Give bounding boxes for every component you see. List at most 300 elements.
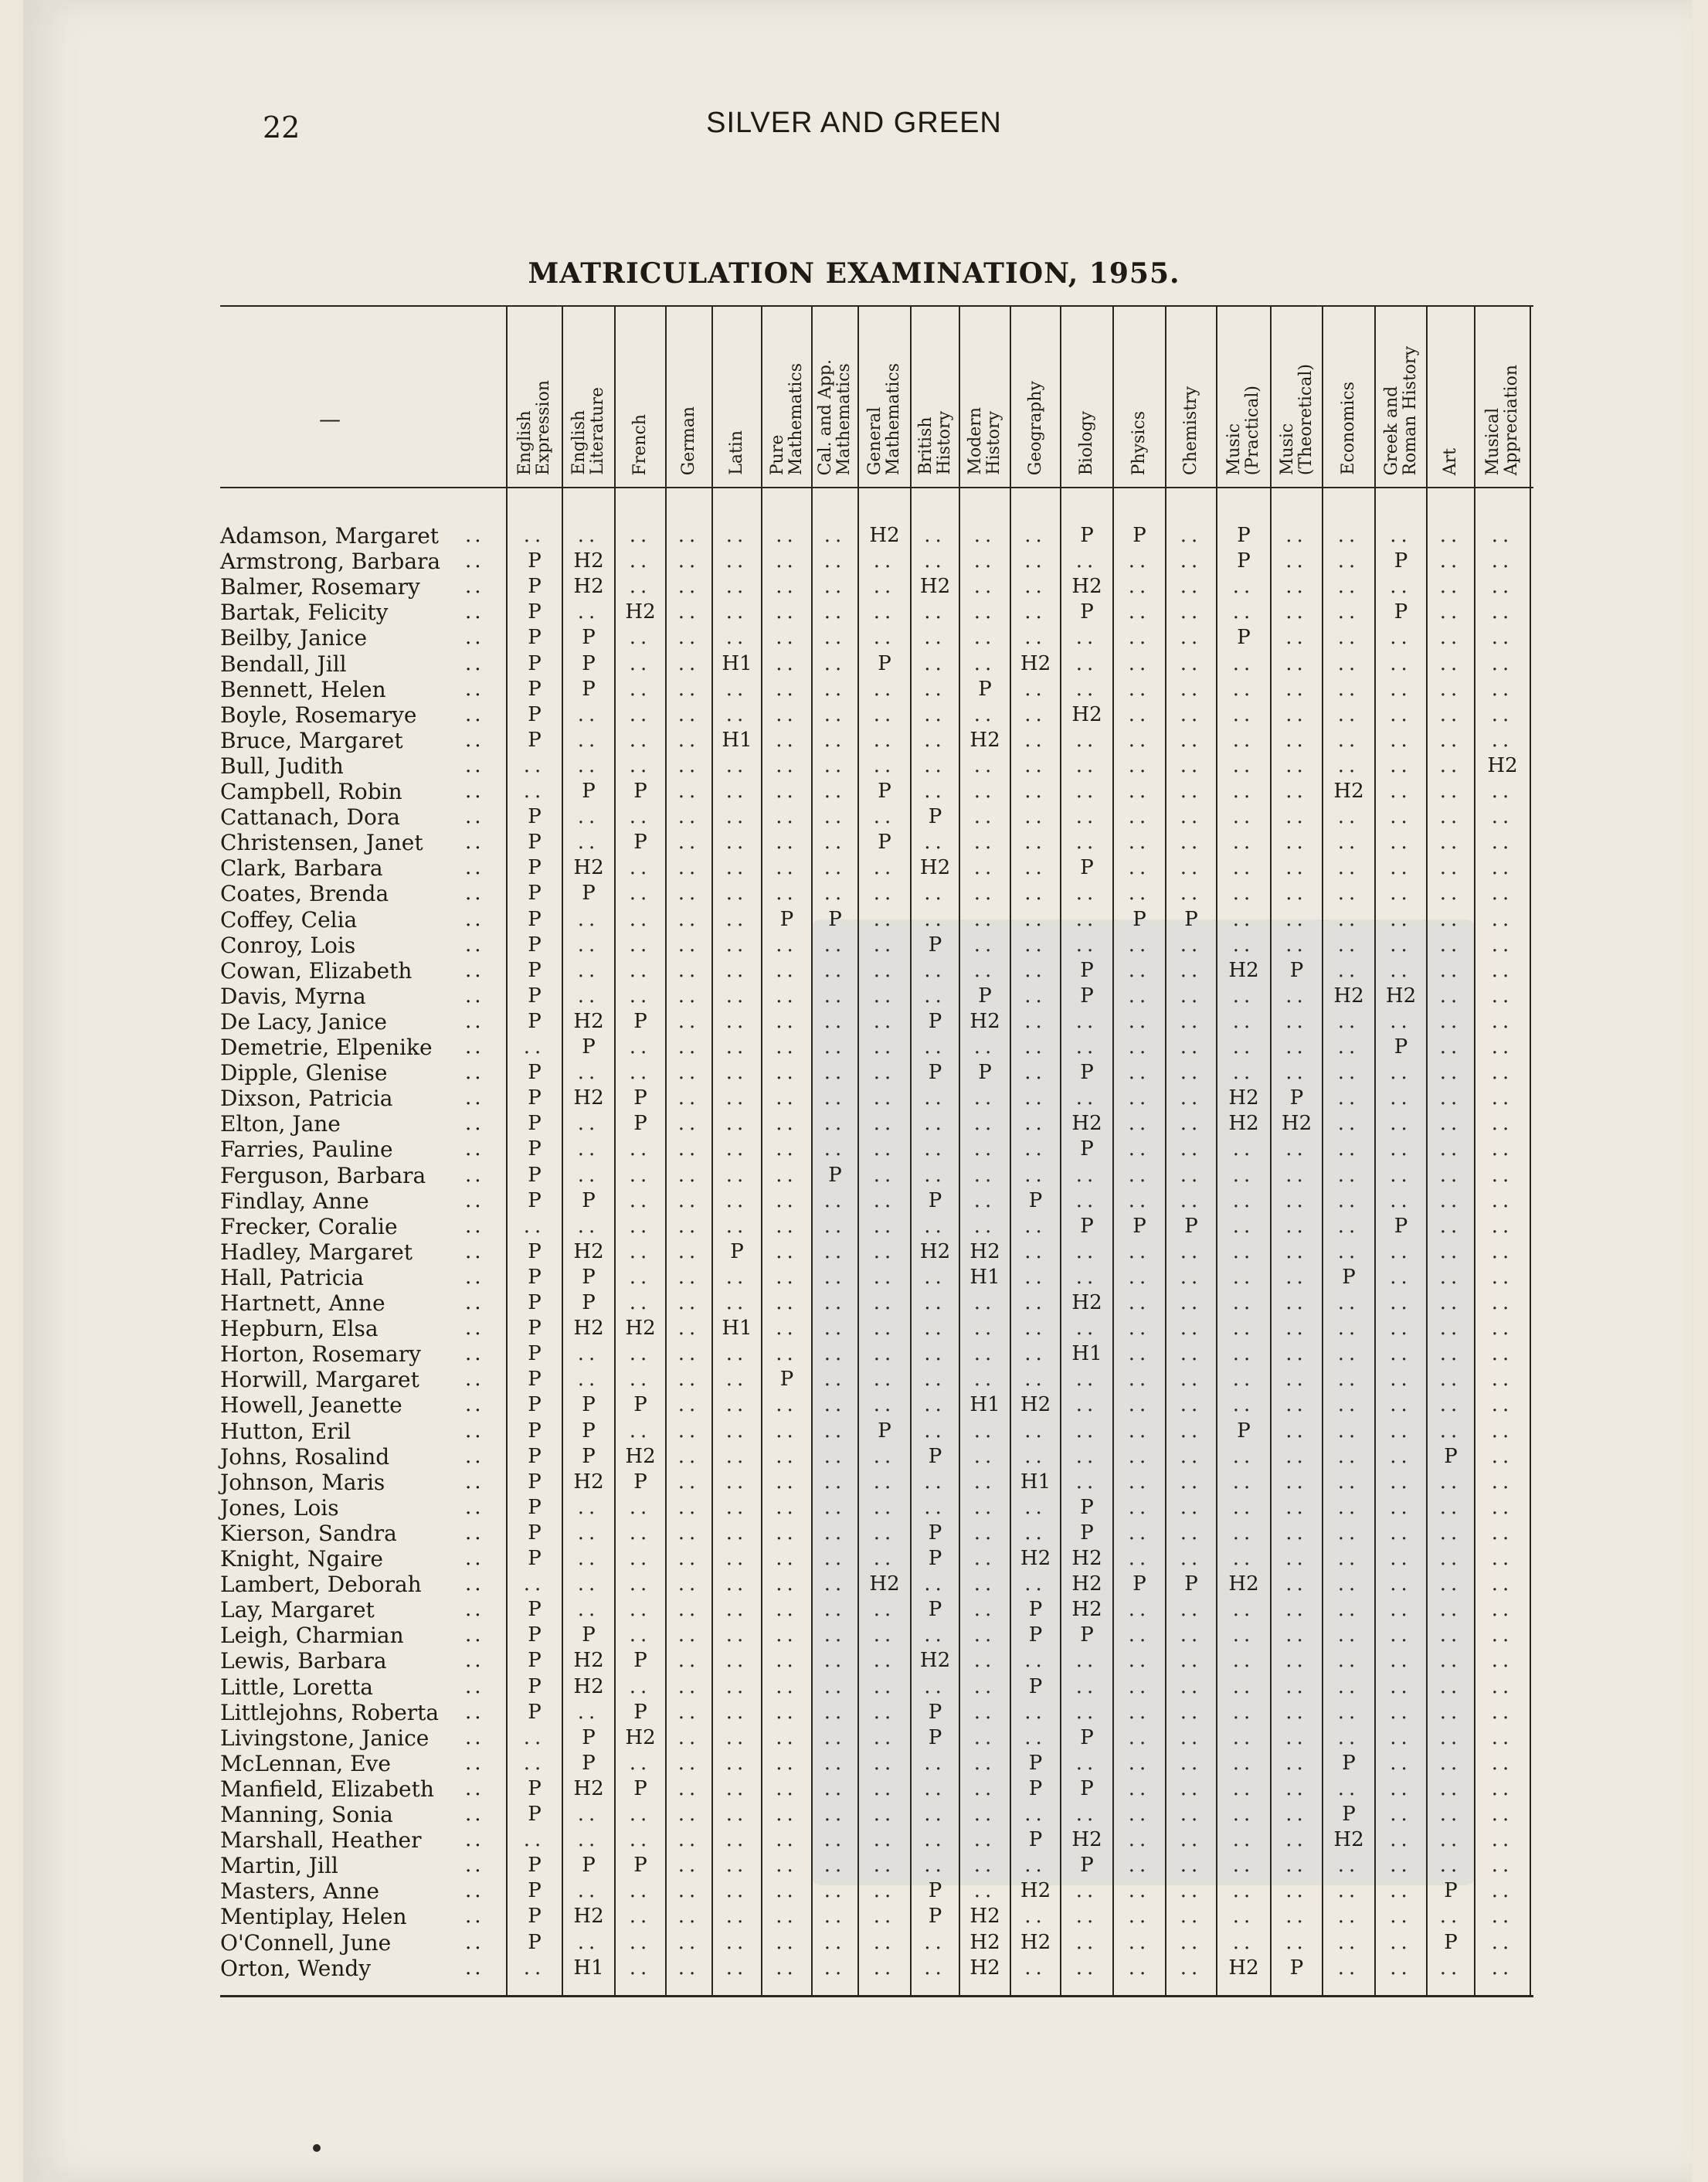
empty-mark: .. — [1285, 1675, 1308, 1698]
empty-mark: .. — [1075, 1317, 1098, 1340]
empty-mark: .. — [577, 1342, 600, 1365]
column-header-label: Latin — [727, 430, 746, 475]
empty-mark: .. — [873, 882, 896, 905]
grade-cell — [1475, 1751, 1530, 1776]
column-header-label: General Mathematics — [865, 362, 903, 475]
grade-cell — [713, 1009, 761, 1035]
grade-cell — [1323, 1392, 1374, 1418]
empty-mark: .. — [1285, 575, 1308, 598]
grade-cell — [1011, 1137, 1060, 1162]
empty-mark: .. — [1128, 1061, 1151, 1084]
grade-cell — [1114, 933, 1165, 958]
grade-cell — [1323, 1367, 1374, 1392]
grade-cell — [912, 753, 959, 779]
grade-cell — [1376, 779, 1426, 804]
grade-cell: P — [928, 933, 942, 957]
empty-mark: .. — [873, 1086, 896, 1110]
grade-cell — [1475, 1419, 1530, 1444]
name-column-header: — — [319, 406, 341, 432]
empty-mark: .. — [1285, 933, 1308, 957]
grade-cell — [1061, 651, 1112, 677]
grade-cell: H2 — [573, 1240, 604, 1263]
empty-mark: .. — [823, 831, 847, 854]
grade-cell: H2 — [1333, 984, 1364, 1008]
empty-mark: .. — [1390, 1137, 1412, 1161]
empty-mark: .. — [677, 729, 701, 752]
grade-cell — [1272, 1904, 1322, 1929]
grade-cell — [1428, 1597, 1474, 1623]
leader-dots: .. — [465, 1701, 484, 1724]
empty-mark: .. — [629, 1368, 652, 1391]
grade-cell — [1323, 1904, 1374, 1929]
grade-cell — [1166, 1470, 1216, 1495]
column-header-label: English Expression — [515, 379, 553, 475]
empty-mark: .. — [1232, 1931, 1255, 1954]
grade-cell: H2 — [1071, 703, 1102, 726]
grade-cell — [859, 958, 910, 984]
empty-mark: .. — [1232, 678, 1255, 701]
grade-cell — [1376, 1546, 1426, 1572]
grade-cell — [762, 1265, 811, 1290]
grade-cell: P — [528, 1547, 542, 1570]
empty-mark: .. — [677, 1240, 701, 1263]
grade-cell — [762, 523, 811, 549]
empty-mark: .. — [973, 856, 997, 879]
grade-cell: P — [582, 1189, 596, 1212]
grade-cell: P — [528, 1164, 542, 1187]
leader-dots: .. — [465, 1623, 484, 1647]
grade-cell — [1011, 1009, 1060, 1035]
grade-cell — [1061, 1163, 1112, 1188]
grade-cell — [1376, 1444, 1426, 1470]
grade-cell — [813, 1827, 857, 1853]
empty-mark: .. — [1439, 1470, 1462, 1494]
empty-mark: .. — [1491, 703, 1514, 726]
grade-cell: P — [1080, 600, 1094, 624]
column-header-label: Chemistry — [1181, 386, 1200, 475]
grade-cell — [813, 1495, 857, 1521]
grade-cell — [1272, 1546, 1322, 1572]
empty-mark: .. — [924, 1572, 946, 1596]
grade-cell — [563, 984, 614, 1009]
empty-mark: .. — [1390, 882, 1412, 905]
empty-mark: .. — [1337, 1777, 1360, 1800]
empty-mark: .. — [1128, 1752, 1151, 1775]
grade-cell — [1475, 1341, 1530, 1367]
empty-mark: .. — [1180, 1419, 1203, 1443]
grade-cell — [859, 728, 910, 753]
empty-mark: .. — [873, 1291, 896, 1314]
grade-cell: P — [928, 1879, 942, 1902]
grade-cell — [1217, 804, 1270, 830]
empty-mark: .. — [924, 1342, 946, 1365]
grade-cell — [667, 1802, 711, 1827]
grade-cell — [762, 1316, 811, 1341]
empty-mark: .. — [1337, 524, 1360, 547]
grade-cell — [1272, 1700, 1322, 1725]
empty-mark: .. — [873, 626, 896, 649]
grade-cell — [762, 1623, 811, 1648]
empty-mark: .. — [1337, 703, 1360, 726]
empty-mark: .. — [1337, 1598, 1360, 1621]
grade-cell: P — [528, 908, 542, 931]
empty-mark: .. — [1491, 729, 1514, 752]
empty-mark: .. — [1285, 908, 1308, 931]
empty-mark: .. — [1180, 882, 1203, 905]
grade-cell — [813, 1776, 857, 1802]
grade-cell — [1114, 702, 1165, 728]
grade-cell — [1323, 907, 1374, 933]
empty-mark: .. — [1337, 1649, 1360, 1672]
grade-cell — [508, 779, 562, 804]
empty-mark: .. — [629, 754, 652, 777]
empty-mark: .. — [523, 780, 546, 803]
table-bottom-rule — [220, 1995, 1533, 1997]
empty-mark: .. — [725, 1726, 749, 1749]
grade-cell — [1323, 1572, 1374, 1597]
empty-mark: .. — [1439, 1803, 1462, 1826]
empty-mark: .. — [1491, 1317, 1514, 1340]
grade-cell — [960, 1316, 1010, 1341]
empty-mark: .. — [629, 1342, 652, 1365]
grade-cell — [616, 1419, 665, 1444]
grade-cell — [1272, 1802, 1322, 1827]
empty-mark: .. — [725, 856, 749, 879]
grade-cell — [813, 1265, 857, 1290]
empty-mark: .. — [873, 1010, 896, 1033]
empty-mark: .. — [1337, 1112, 1360, 1135]
empty-mark: .. — [873, 959, 896, 982]
grade-cell — [1061, 830, 1112, 855]
empty-mark: .. — [677, 1189, 701, 1212]
empty-mark: .. — [1180, 1266, 1203, 1289]
empty-mark: .. — [1390, 1521, 1412, 1545]
empty-mark: .. — [776, 780, 798, 803]
grade-cell — [1475, 1878, 1530, 1904]
empty-mark: .. — [1439, 1164, 1462, 1187]
grade-cell — [912, 1956, 959, 1981]
grade-cell — [1272, 1572, 1322, 1597]
grade-cell: P — [633, 831, 647, 854]
grade-cell — [713, 1188, 761, 1214]
grade-cell — [1475, 1827, 1530, 1853]
empty-mark: .. — [1491, 1266, 1514, 1289]
empty-mark: .. — [1390, 1726, 1412, 1749]
grade-cell — [1475, 1802, 1530, 1827]
empty-mark: .. — [1337, 1086, 1360, 1110]
empty-mark: .. — [725, 1649, 749, 1672]
empty-mark: .. — [776, 1572, 798, 1596]
empty-mark: .. — [629, 652, 652, 675]
empty-mark: .. — [1390, 1752, 1412, 1775]
grade-cell: P — [528, 1905, 542, 1928]
empty-mark: .. — [1232, 1240, 1255, 1263]
leader-dots: .. — [465, 1675, 484, 1698]
grade-cell — [813, 1419, 857, 1444]
empty-mark: .. — [1285, 780, 1308, 803]
empty-mark: .. — [873, 1905, 896, 1928]
grade-cell: P — [582, 1854, 596, 1877]
empty-mark: .. — [1337, 1189, 1360, 1212]
grade-cell — [813, 933, 857, 958]
grade-cell — [912, 1214, 959, 1239]
grade-cell — [1272, 625, 1322, 651]
empty-mark: .. — [1439, 1905, 1462, 1928]
grade-cell — [616, 753, 665, 779]
grade-cell — [1376, 651, 1426, 677]
grade-cell — [1011, 1316, 1060, 1341]
empty-mark: .. — [1285, 856, 1308, 879]
grade-cell — [713, 1546, 761, 1572]
grade-cell: H2 — [1333, 780, 1364, 803]
grade-cell — [1114, 1623, 1165, 1648]
empty-mark: .. — [677, 1572, 701, 1596]
empty-mark: .. — [1232, 1649, 1255, 1672]
grade-cell — [667, 804, 711, 830]
grade-cell — [1376, 1904, 1426, 1929]
grade-cell — [667, 1188, 711, 1214]
leader-dots: .. — [465, 729, 484, 752]
empty-mark: .. — [677, 1445, 701, 1468]
empty-mark: .. — [725, 1342, 749, 1365]
grade-cell — [859, 1060, 910, 1086]
empty-mark: .. — [629, 1061, 652, 1084]
empty-mark: .. — [823, 1112, 847, 1135]
empty-mark: .. — [1390, 575, 1412, 598]
student-name: Cattanach, Dora — [220, 804, 400, 830]
grade-cell: P — [1028, 1189, 1043, 1212]
grade-cell — [859, 1035, 910, 1060]
grade-cell — [1475, 1495, 1530, 1521]
empty-mark: .. — [577, 1828, 600, 1851]
empty-mark: .. — [1491, 1649, 1514, 1672]
empty-mark: .. — [924, 1086, 946, 1110]
grade-cell — [1376, 1137, 1426, 1162]
grade-cell — [1061, 677, 1112, 702]
empty-mark: .. — [1180, 933, 1203, 957]
empty-mark: .. — [725, 1266, 749, 1289]
empty-mark: .. — [1491, 549, 1514, 573]
empty-mark: .. — [725, 1598, 749, 1621]
grade-cell — [563, 958, 614, 984]
leader-dots: .. — [465, 1317, 484, 1340]
empty-mark: .. — [677, 933, 701, 957]
grade-cell — [563, 753, 614, 779]
grade-cell: P — [528, 1240, 542, 1263]
empty-mark: .. — [776, 600, 798, 624]
grade-cell — [912, 523, 959, 549]
column-header — [960, 321, 1010, 475]
grade-cell: P — [1394, 1215, 1408, 1238]
empty-mark: .. — [823, 1905, 847, 1928]
empty-mark: .. — [1075, 652, 1098, 675]
empty-mark: .. — [823, 1623, 847, 1647]
grade-cell — [616, 1546, 665, 1572]
grade-cell — [1166, 779, 1216, 804]
grade-cell — [1376, 1623, 1426, 1648]
grade-cell — [813, 1623, 857, 1648]
empty-mark: .. — [1491, 1598, 1514, 1621]
empty-mark: .. — [1439, 1623, 1462, 1647]
grade-cell — [859, 881, 910, 906]
grade-cell — [713, 1086, 761, 1111]
grade-cell — [1376, 1009, 1426, 1035]
empty-mark: .. — [1337, 1956, 1360, 1980]
empty-mark: .. — [1075, 1879, 1098, 1902]
grade-cell — [859, 1930, 910, 1956]
grade-cell: H2 — [919, 1240, 951, 1263]
empty-mark: .. — [1439, 1086, 1462, 1110]
grade-cell — [1428, 600, 1474, 625]
grade-cell — [960, 1419, 1010, 1444]
grade-cell: P — [978, 1061, 992, 1084]
column-header — [859, 321, 910, 475]
grade-cell — [762, 1111, 811, 1137]
empty-mark: .. — [677, 1215, 701, 1238]
empty-mark: .. — [725, 984, 749, 1008]
empty-mark: .. — [1075, 626, 1098, 649]
column-header-label: Music (Practical) — [1224, 385, 1262, 475]
empty-mark: .. — [629, 1879, 652, 1902]
grade-cell — [912, 625, 959, 651]
grade-cell — [762, 702, 811, 728]
grade-cell: P — [633, 1854, 647, 1877]
grade-cell: P — [1342, 1266, 1356, 1289]
empty-mark: .. — [973, 1879, 997, 1902]
empty-mark: .. — [873, 1317, 896, 1340]
empty-mark: .. — [823, 626, 847, 649]
grade-cell — [1428, 830, 1474, 855]
grade-cell — [960, 600, 1010, 625]
empty-mark: .. — [1180, 1240, 1203, 1263]
empty-mark: .. — [1075, 1649, 1098, 1672]
grade-cell — [859, 1623, 910, 1648]
grade-cell — [1272, 830, 1322, 855]
grade-cell — [1166, 1444, 1216, 1470]
grade-cell — [1475, 1521, 1530, 1546]
empty-mark: .. — [577, 754, 600, 777]
grade-cell — [1376, 804, 1426, 830]
grade-cell — [1166, 1827, 1216, 1853]
grade-cell — [912, 1751, 959, 1776]
grade-cell — [1323, 1163, 1374, 1188]
grade-cell — [1475, 1086, 1530, 1111]
empty-mark: .. — [629, 1956, 652, 1980]
grade-cell: H2 — [573, 856, 604, 879]
empty-mark: .. — [1491, 1803, 1514, 1826]
empty-mark: .. — [677, 549, 701, 573]
empty-mark: .. — [1128, 1828, 1151, 1851]
empty-mark: .. — [776, 1752, 798, 1775]
grade-cell — [1217, 1930, 1270, 1956]
grade-cell — [1323, 1111, 1374, 1137]
empty-mark: .. — [973, 1368, 997, 1391]
grade-cell — [960, 1521, 1010, 1546]
grade-cell — [859, 804, 910, 830]
grade-cell — [1323, 523, 1374, 549]
student-name: Marshall, Heather — [220, 1827, 422, 1853]
empty-mark: .. — [1024, 1317, 1047, 1340]
empty-mark: .. — [1285, 1342, 1308, 1365]
grade-cell — [1323, 1419, 1374, 1444]
empty-mark: .. — [629, 678, 652, 701]
empty-mark: .. — [677, 1623, 701, 1647]
empty-mark: .. — [973, 1803, 997, 1826]
empty-mark: .. — [1390, 1470, 1412, 1494]
grade-cell — [616, 1341, 665, 1367]
grade-cell — [1011, 855, 1060, 881]
grade-cell — [762, 1035, 811, 1060]
grade-cell — [960, 1802, 1010, 1827]
grade-cell — [563, 1597, 614, 1623]
grade-cell — [1011, 1956, 1060, 1981]
grade-cell — [713, 958, 761, 984]
empty-mark: .. — [823, 1266, 847, 1289]
grade-cell — [1323, 1341, 1374, 1367]
empty-mark: .. — [677, 1317, 701, 1340]
empty-mark: .. — [725, 1393, 749, 1416]
grade-cell: H2 — [969, 1905, 1000, 1928]
student-name: Horwill, Margaret — [220, 1367, 419, 1392]
empty-mark: .. — [725, 703, 749, 726]
grade-cell — [1475, 1137, 1530, 1162]
empty-mark: .. — [523, 1752, 546, 1775]
empty-mark: .. — [1128, 1368, 1151, 1391]
empty-mark: .. — [973, 805, 997, 828]
grade-cell — [1011, 1419, 1060, 1444]
empty-mark: .. — [823, 882, 847, 905]
grade-cell — [667, 1648, 711, 1674]
empty-mark: .. — [973, 1035, 997, 1059]
grade-cell — [960, 1623, 1010, 1648]
empty-mark: .. — [523, 1828, 546, 1851]
empty-mark: .. — [1128, 678, 1151, 701]
student-name: Lay, Margaret — [220, 1597, 375, 1623]
grade-cell: P — [1080, 524, 1094, 547]
empty-mark: .. — [1128, 1675, 1151, 1698]
student-name: Elton, Jane — [220, 1111, 341, 1137]
grade-cell — [713, 1648, 761, 1674]
grade-cell — [667, 600, 711, 625]
grade-cell: P — [1237, 524, 1251, 547]
grade-cell — [1114, 855, 1165, 881]
grade-cell — [1428, 1904, 1474, 1929]
empty-mark: .. — [873, 1189, 896, 1212]
grade-cell: P — [878, 1419, 891, 1443]
empty-mark: .. — [1024, 754, 1047, 777]
empty-mark: .. — [1180, 1547, 1203, 1570]
empty-mark: .. — [873, 1803, 896, 1826]
grade-cell — [1323, 677, 1374, 702]
empty-mark: .. — [873, 1137, 896, 1161]
empty-mark: .. — [1232, 729, 1255, 752]
grade-cell — [1272, 1776, 1322, 1802]
grade-cell — [960, 1290, 1010, 1316]
grade-cell — [667, 1086, 711, 1111]
empty-mark: .. — [1180, 1521, 1203, 1545]
grade-cell — [1376, 1188, 1426, 1214]
grade-cell: H1 — [722, 652, 752, 675]
grade-cell — [713, 1853, 761, 1878]
grade-cell: H2 — [969, 1240, 1000, 1263]
student-name: Christensen, Janet — [220, 830, 423, 855]
grade-cell: H2 — [1228, 1086, 1259, 1110]
grade-cell — [859, 933, 910, 958]
empty-mark: .. — [1390, 1112, 1412, 1135]
grade-cell: P — [528, 1317, 542, 1340]
grade-cell — [616, 1495, 665, 1521]
grade-cell — [1428, 855, 1474, 881]
